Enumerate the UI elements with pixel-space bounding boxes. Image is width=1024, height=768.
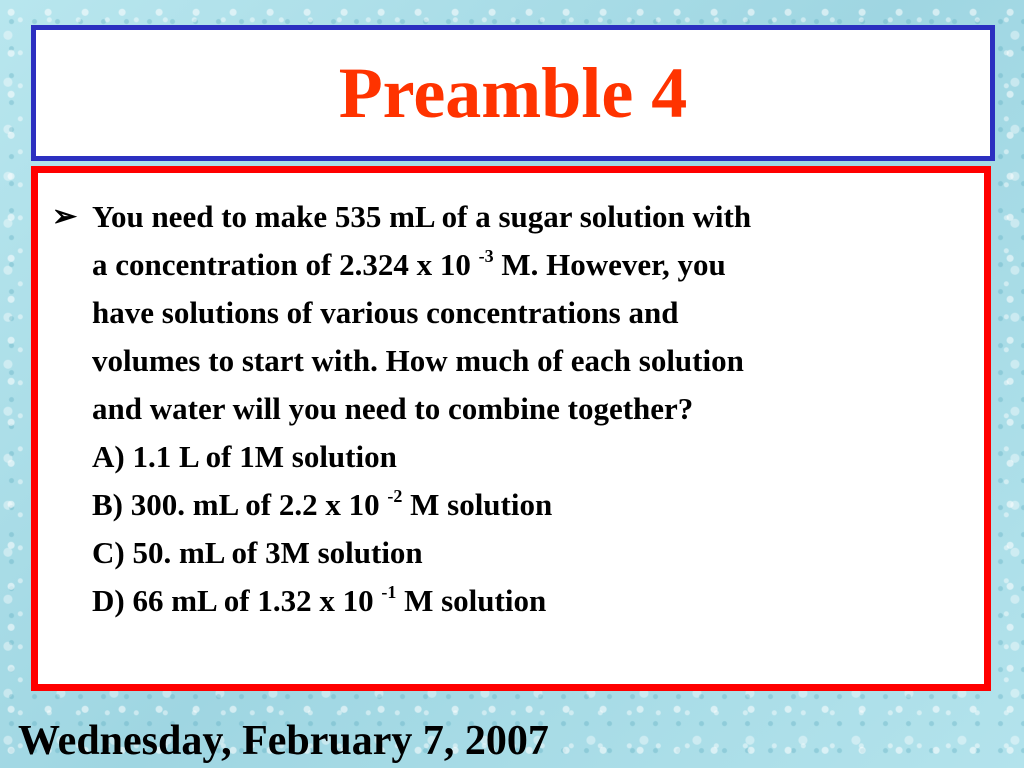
problem-line-2-tail: M. However, you [493,247,726,282]
problem-line-1-text: You need to make 535 mL of a sugar solution with [92,199,752,234]
option-d-text: D) 66 mL of 1.32 x 10 [92,583,374,618]
option-c [52,529,964,577]
slide-title: Preamble 4 [338,53,688,133]
slide-date: Wednesday, February 7, 2007 [18,718,549,764]
content-box [31,166,991,691]
problem-line-5: and water will you need to combine together? [92,391,694,426]
option-d-tail: M solution [396,583,547,618]
problem-line-3: have solutions of various concentrations and [92,295,679,330]
option-d [52,577,964,625]
problem-line-4: volumes to start with. How much of each solution [92,343,744,378]
option-a-text: A) 1.1 L of 1M solution [92,439,397,474]
problem-line-2-text: a concentration of 2.324 x 10 [92,247,471,282]
problem-line-2 [52,241,964,289]
problem-text [52,193,964,625]
option-a [52,433,964,481]
exponent: -1 [381,582,397,602]
exponent: -3 [478,246,494,266]
option-b-tail: M solution [402,487,553,522]
option-b [52,481,964,529]
option-c-text: C) 50. mL of 3M solution [92,535,423,570]
option-b-text: B) 300. mL of 2.2 x 10 [92,487,380,522]
title-box [31,25,995,161]
exponent: -2 [387,486,403,506]
problem-line-1 [52,193,964,241]
arrow-bullet-icon: ➢ [52,200,78,233]
